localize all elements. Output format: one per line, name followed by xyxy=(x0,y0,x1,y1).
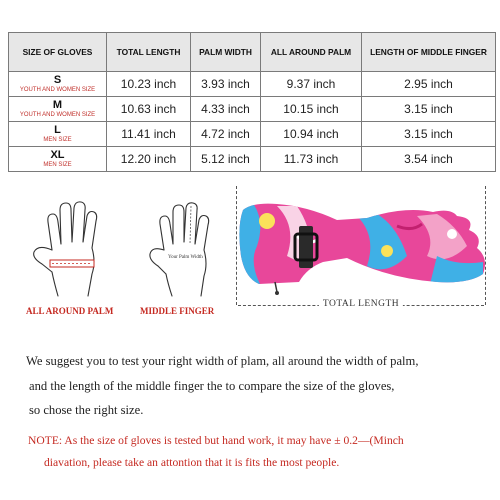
advice-line-3: so chose the right size. xyxy=(29,403,144,417)
size-group: MEN SIZE xyxy=(43,162,72,168)
middle-finger-value: 3.15 inch xyxy=(362,97,496,122)
total-length-value: 11.41 inch xyxy=(107,122,191,147)
table-row xyxy=(9,97,496,122)
palm-width-note: Your Palm Width xyxy=(168,255,203,260)
dimension-right-cap xyxy=(485,186,486,305)
total-length-label: TOTAL LENGTH xyxy=(319,299,403,309)
palm-width-value: 5.12 inch xyxy=(191,147,261,172)
size-cell xyxy=(9,122,107,147)
table-row xyxy=(9,122,496,147)
size-cell xyxy=(9,72,107,97)
size-group: YOUTH AND WOMEN SIZE xyxy=(19,112,96,118)
total-length-value: 12.20 inch xyxy=(107,147,191,172)
all-around-palm-label: ALL AROUND PALM xyxy=(26,306,114,316)
header-all-around-palm: ALL AROUND PALM xyxy=(261,33,362,72)
middle-finger-value: 2.95 inch xyxy=(362,72,496,97)
middle-finger-value: 3.54 inch xyxy=(362,147,496,172)
note-line-1: NOTE: As the size of gloves is tested but hand work, it may have ± 0.2—(Minch xyxy=(28,434,404,447)
palm-width-value: 4.33 inch xyxy=(191,97,261,122)
all-around-palm-value: 9.37 inch xyxy=(261,72,362,97)
all-around-palm-value: 10.15 inch xyxy=(261,97,362,122)
middle-finger-hand-illustration xyxy=(146,200,226,298)
header-palm-width: PALM WIDTH xyxy=(191,33,261,72)
header-middle-finger: LENGTH OF MIDDLE FINGER xyxy=(362,33,496,72)
glove-photo xyxy=(237,196,487,296)
advice-line-2: and the length of the middle finger the to compare the size of the gloves, xyxy=(29,378,395,393)
middle-finger-value: 3.15 inch xyxy=(362,122,496,147)
table-row xyxy=(9,147,496,172)
size-chart-table xyxy=(8,32,496,172)
total-length-value: 10.23 inch xyxy=(107,72,191,97)
size-group: MEN SIZE xyxy=(43,137,72,143)
header-total-length: TOTAL LENGTH xyxy=(107,33,191,72)
palm-width-value: 3.93 inch xyxy=(191,72,261,97)
middle-finger-label: MIDDLE FINGER xyxy=(140,306,215,316)
sizing-advice-paragraph xyxy=(26,349,496,423)
advice-line-1: We suggest you to test your right width of plam, all around the width of palm, xyxy=(26,354,419,368)
size-group: YOUTH AND WOMEN SIZE xyxy=(19,87,96,93)
dimension-left-cap xyxy=(236,186,237,305)
sizing-note xyxy=(28,430,498,474)
total-length-dimension xyxy=(236,294,486,318)
all-around-palm-value: 10.94 inch xyxy=(261,122,362,147)
table-row xyxy=(9,72,496,97)
size-letter: L xyxy=(54,124,61,136)
header-size-of-gloves: SIZE OF GLOVES xyxy=(9,33,107,72)
size-letter: M xyxy=(52,99,63,111)
size-letter: XL xyxy=(50,149,65,161)
size-letter: S xyxy=(53,74,62,86)
size-cell xyxy=(9,147,107,172)
palm-width-value: 4.72 inch xyxy=(191,122,261,147)
palm-measure-hand-illustration xyxy=(28,200,118,298)
total-length-value: 10.63 inch xyxy=(107,97,191,122)
note-line-2: diavation, please take an attontion that it is fits the most people. xyxy=(44,456,340,469)
size-cell xyxy=(9,97,107,122)
table-header-row xyxy=(9,33,496,72)
all-around-palm-value: 11.73 inch xyxy=(261,147,362,172)
